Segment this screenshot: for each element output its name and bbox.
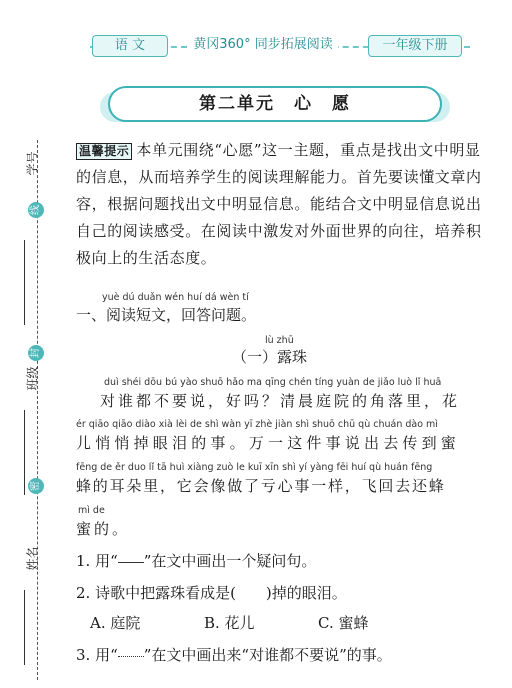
poem-pinyin: ér qiāo qiāo diào xià lèi de shì wàn yī zhè jiàn shì shuō chū qù chuán dào mì — [76, 419, 438, 430]
tip-line: 极向上的生活态度。 — [76, 249, 217, 267]
question-3: 3. 用“ ”在文中画出来“对谁都不要说”的事。 — [76, 646, 392, 664]
tip-line: 自己的阅读感受。在阅读中激发对外面世界的向往，培养积 — [76, 222, 482, 240]
binding-dot-line: 线 — [28, 202, 44, 218]
poem-title-pinyin: lù zhū — [265, 335, 294, 346]
tip-line: 容，根据问题找出文中明显信息。能结合文中明显信息说出 — [76, 195, 482, 213]
student-id-label: 学号 — [25, 151, 40, 176]
name-blank[interactable] — [24, 590, 25, 665]
tip-line: 的信息，从而培养学生的阅读理解能力。首先要读懂文章内 — [76, 168, 482, 186]
grade-tag: 一年级下册 — [368, 35, 462, 57]
class-label: 班级 — [25, 366, 40, 391]
class-blank[interactable] — [24, 410, 25, 495]
student-id-blank[interactable] — [24, 240, 25, 325]
poem-line: 蜂的耳朵里，它会像做了亏心事一样，飞回去还蜂 — [76, 477, 446, 495]
series-title: 黄冈360° 同步拓展阅读 — [188, 36, 338, 54]
name-label: 姓名 — [25, 546, 40, 571]
binding-dot-seal: 封 — [28, 345, 44, 361]
tip-paragraph — [76, 137, 486, 272]
subject-tag: 语 文 — [92, 35, 168, 57]
straight-line-mark — [118, 562, 144, 563]
poem-pinyin: mì de — [78, 505, 105, 516]
question-2: 2. 诗歌中把露珠看成是( )掉的眼泪。 — [76, 584, 347, 602]
wavy-line-mark — [118, 656, 144, 657]
option-a[interactable]: A. 庭院 — [90, 614, 141, 632]
poem-pinyin: duì shéi dōu bú yào shuō hǎo ma qīng chén tíng yuàn de jiǎo luò lǐ huā — [104, 377, 442, 388]
poem-line: 对谁都不要说，好吗？清晨庭院的角落里，花 — [100, 392, 461, 410]
section-pinyin: yuè dú duǎn wén huí dá wèn tí — [102, 292, 249, 303]
poem-title: （一）露珠 — [232, 348, 308, 366]
poem-pinyin: fēng de ěr duo lǐ tā huì xiàng zuò le kuī xīn shì yí yàng fēi huí qù huán fēng — [76, 462, 433, 473]
binding-dashed-line — [37, 140, 38, 680]
unit-title: 第二单元 心 愿 — [108, 86, 442, 122]
option-c[interactable]: C. 蜜蜂 — [318, 614, 369, 632]
section-heading: 一、阅读短文，回答问题。 — [76, 306, 257, 324]
tip-badge: 温馨提示 — [76, 143, 132, 160]
poem-line: 儿悄悄掉眼泪的事。万一这件事说出去传到蜜 — [76, 434, 461, 452]
option-b[interactable]: B. 花儿 — [204, 614, 255, 632]
binding-dot-close: 密 — [28, 478, 44, 494]
question-1: 1. 用“ ”在文中画出一个疑问句。 — [76, 552, 317, 570]
poem-line: 蜜的。 — [76, 520, 131, 538]
tip-line: 温馨提示 本单元围绕“心愿”这一主题，重点是找出文中明显 — [76, 137, 486, 164]
